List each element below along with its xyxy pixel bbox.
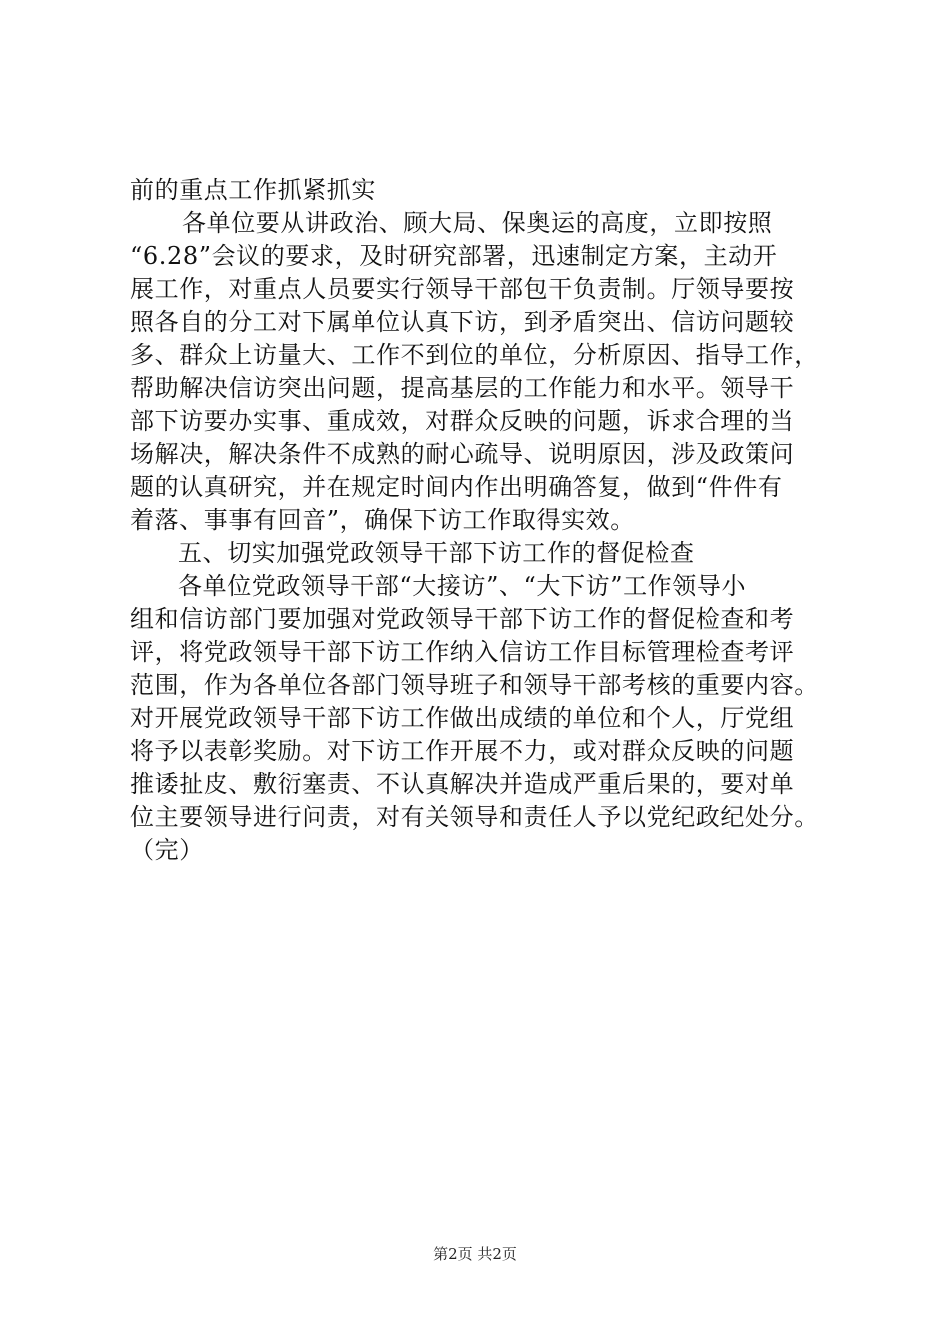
text-line: 范围，作为各单位各部门领导班子和领导干部考核的重要内容。: [130, 671, 819, 699]
text-line: 评，将党政领导干部下访工作纳入信访工作目标管理检查考评: [130, 638, 795, 666]
text-line: 部下访要办实事、重成效，对群众反映的问题，诉求合理的当: [130, 407, 795, 435]
text-line: 照各自的分工对下属单位认真下访，到矛盾突出、信访问题较: [130, 308, 795, 336]
text-line: 组和信访部门要加强对党政领导干部下访工作的督促检查和考: [130, 605, 795, 633]
text-line: 场解决，解决条件不成熟的耐心疏导、说明原因，涉及政策问: [130, 440, 795, 468]
page-number-footer: 第2页 共2页: [433, 1245, 517, 1263]
text-line: 多、群众上访量大、工作不到位的单位，分析原因、指导工作，: [130, 341, 819, 369]
text-line: 题的认真研究，并在规定时间内作出明确答复，做到“件件有: [130, 473, 783, 501]
text-line: 展工作，对重点人员要实行领导干部包干负责制。厅领导要按: [130, 275, 795, 303]
text-line: 帮助解决信访突出问题，提高基层的工作能力和水平。领导干: [130, 374, 795, 402]
paragraph-start-line: 各单位党政领导干部“大接访”、“大下访”工作领导小: [178, 572, 747, 600]
text-line: “6.28”会议的要求，及时研究部署，迅速制定方案，主动开: [130, 242, 778, 270]
text-line: 前的重点工作抓紧抓实: [130, 176, 376, 204]
closing-mark: （完）: [130, 836, 204, 864]
text-line: 推诿扯皮、敷衍塞责、不认真解决并造成严重后果的，要对单: [130, 770, 795, 798]
text-line: 将予以表彰奖励。对下访工作开展不力，或对群众反映的问题: [130, 737, 795, 765]
document-body: [130, 174, 860, 867]
text-line: 位主要领导进行问责，对有关领导和责任人予以党纪政纪处分。: [130, 803, 819, 831]
text-line: 着落、事事有回音”，确保下访工作取得实效。: [130, 506, 635, 534]
section-heading: 五、切实加强党政领导干部下访工作的督促检查: [178, 539, 695, 567]
paragraph-start-line: 各单位要从讲政治、顾大局、保奥运的高度，立即按照: [182, 209, 773, 237]
text-line: 对开展党政领导干部下访工作做出成绩的单位和个人，厅党组: [130, 704, 795, 732]
